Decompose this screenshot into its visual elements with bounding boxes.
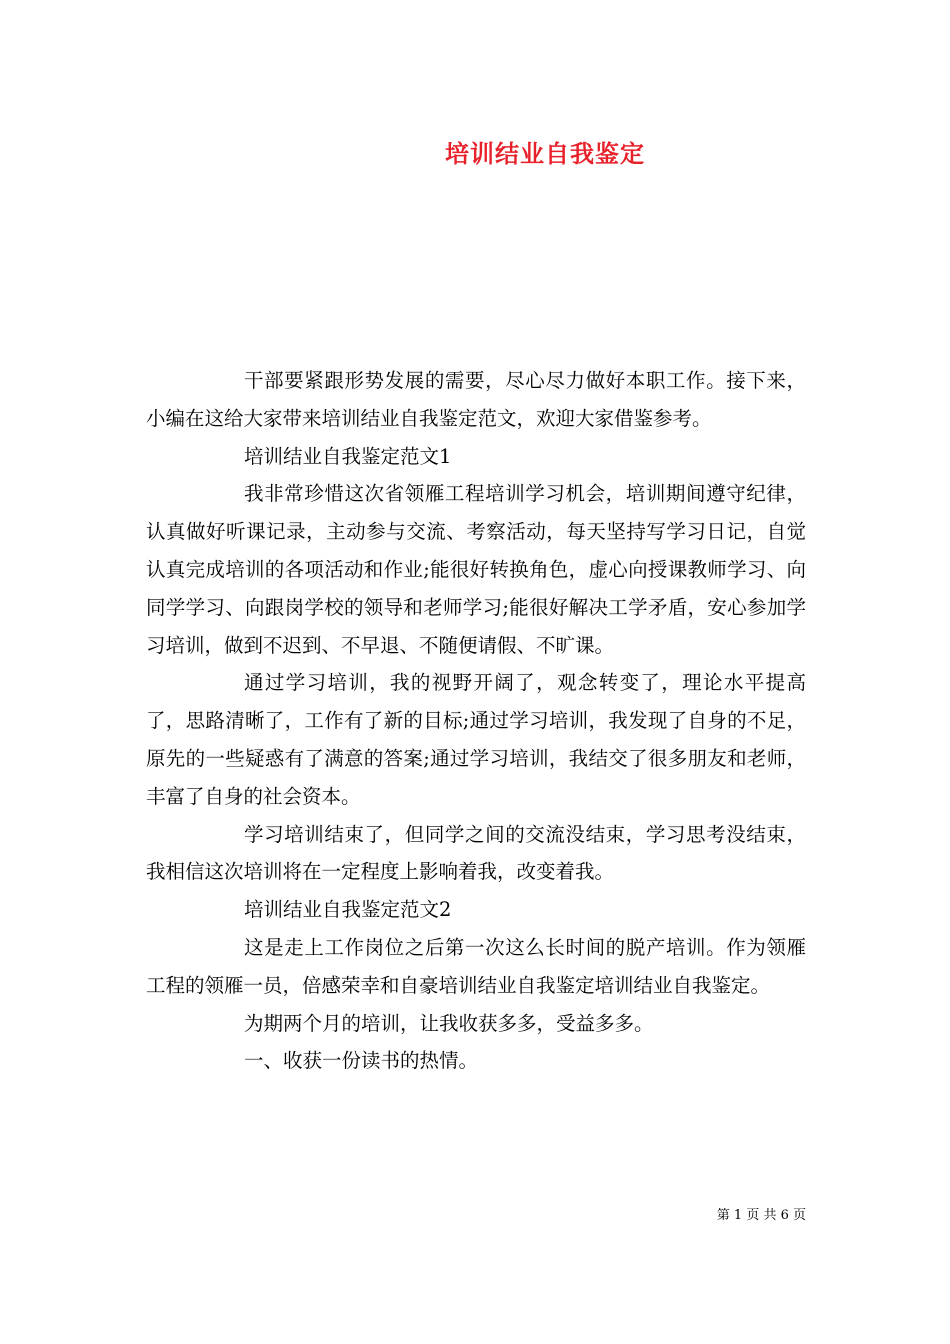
paragraph: 通过学习培训，我的视野开阔了，观念转变了，理论水平提高了，思路清晰了，工作有了新的目标;通过学习培训，我发现了自身的不足，原先的一些疑惑有了满意的答案;通过学习培训，我结交了很多朋友和老师，丰富了自身的社会资本。 xyxy=(146,671,806,808)
document-title: 培训结业自我鉴定 xyxy=(445,139,645,168)
document-body xyxy=(146,362,806,1080)
paragraph: 一、收获一份读书的热情。 xyxy=(244,1049,479,1073)
paragraph: 这是走上工作岗位之后第一次这么长时间的脱产培训。作为领雁工程的领雁一员，倍感荣幸和自豪培训结业自我鉴定培训结业自我鉴定。 xyxy=(146,935,806,997)
page-number-footer: 第 1 页 共 6 页 xyxy=(716,1208,806,1223)
section-heading-1: 培训结业自我鉴定范文1 xyxy=(244,444,452,468)
paragraph: 我非常珍惜这次省领雁工程培训学习机会，培训期间遵守纪律，认真做好听课记录，主动参与交流、考察活动，每天坚持写学习日记，自觉认真完成培训的各项活动和作业;能很好转换角色，虚心向授课教师学习、向同学学习、向跟岗学校的领导和老师学习;能很好解决工学矛盾，安心参加学习培训，做到不迟到、不早退、不随便请假、不旷课。 xyxy=(146,482,806,657)
paragraph: 为期两个月的培训，让我收获多多，受益多多。 xyxy=(244,1011,654,1035)
paragraph: 学习培训结束了，但同学之间的交流没结束，学习思考没结束，我相信这次培训将在一定程度上影响着我，改变着我。 xyxy=(146,822,806,884)
paragraph-intro: 干部要紧跟形势发展的需要，尽心尽力做好本职工作。接下来，小编在这给大家带来培训结业自我鉴定范文，欢迎大家借鉴参考。 xyxy=(146,369,806,430)
section-heading-2: 培训结业自我鉴定范文2 xyxy=(244,898,452,922)
